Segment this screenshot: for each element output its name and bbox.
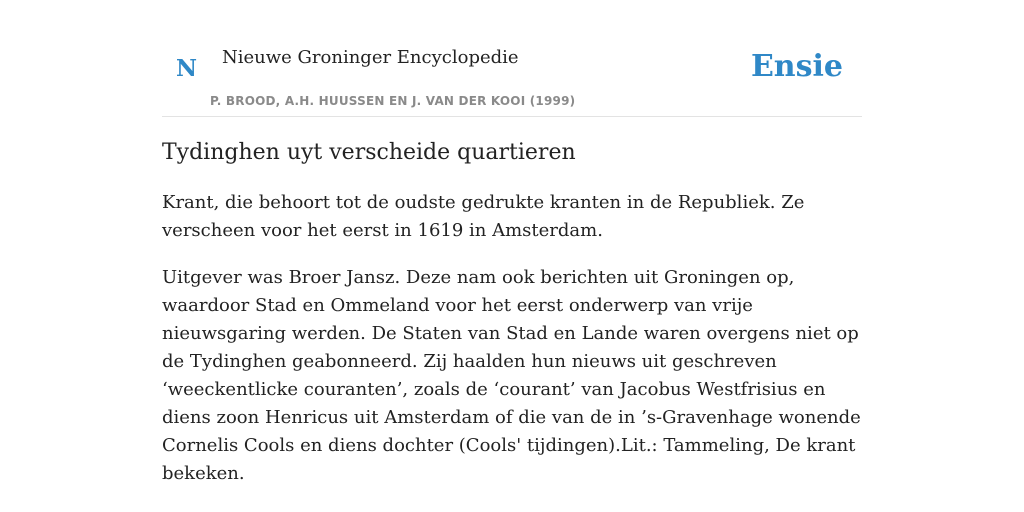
book-header	[162, 30, 862, 117]
book-logo-icon[interactable]: N	[176, 55, 198, 82]
article-body	[162, 189, 862, 488]
article	[162, 138, 862, 507]
ensie-logo[interactable]: Ensie	[750, 49, 843, 84]
book-authors: P. BROOD, A.H. HUUSSEN EN J. VAN DER KOOI (1999)	[210, 94, 576, 108]
article-title: Tydinghen uyt verscheide quartieren	[162, 140, 576, 165]
article-paragraph: Krant, die behoort tot de oudste gedrukte kranten in de Republiek. Ze verscheen voor het eerst in 1619 in Amsterdam.	[162, 191, 805, 241]
article-paragraph: Uitgever was Broer Jansz. Deze nam ook berichten uit Groningen op, waardoor Stad en Ommeland voor het eerst onderwerp van vrije nieuwsgaring werden. De Staten van Stad en Lande waren overgens niet op de Tydinghen geabonneerd. Zij haalden hun nieuws uit geschreven ‘weeckentlicke couranten’, zoals de ‘courant’ van Jacobus Westfrisius en diens zoon Henricus uit Amsterdam of die van de in ’s-Gravenhage wonende Cornelis Cools en diens dochter (Cools' tijdingen).Lit.: Tammeling, De krant bekeken.	[162, 266, 861, 484]
book-title[interactable]: Nieuwe Groninger Encyclopedie	[222, 47, 519, 68]
